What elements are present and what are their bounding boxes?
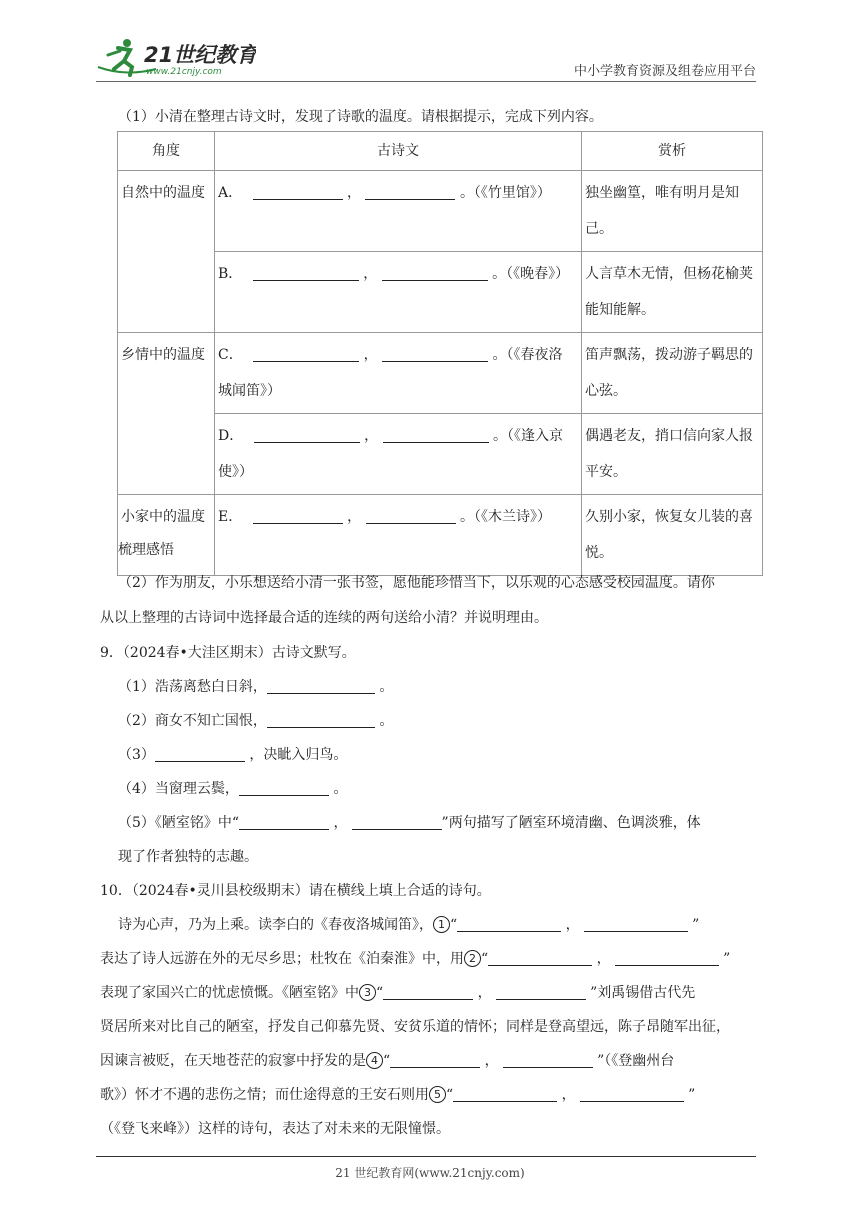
- comment-cell: 久别小家，恢复女儿装的喜悦。: [582, 495, 763, 576]
- header-divider: [96, 81, 756, 82]
- angle-cell: 乡情中的温度: [118, 333, 215, 495]
- logo-url: www.21cnjy.com: [146, 67, 222, 77]
- q10-line1: 诗为心声，乃为上乘。读李白的《春夜洛城闻笛》， 1 “ ， ”: [118, 917, 700, 933]
- answer-blank[interactable]: [383, 428, 489, 443]
- source-text: 。（《竹里馆》）: [459, 185, 551, 201]
- answer-blank[interactable]: [267, 679, 375, 694]
- q10-line3: 表现了家国兴亡的忧虑愤慨。《陋室铭》中 3 “ ， ”刘禹锡借古代先: [100, 985, 696, 1001]
- answer-blank[interactable]: [352, 815, 442, 830]
- angle-cell: 小家中的温度: [118, 495, 215, 576]
- header-comment: 赏析: [582, 132, 763, 171]
- q9-item-end: 。: [379, 679, 394, 695]
- q10-text: 歌》）怀才不遇的悲伤之情；而仕途得意的王安石则用: [100, 1087, 429, 1103]
- poem-table: [117, 131, 763, 576]
- answer-blank[interactable]: [155, 747, 245, 762]
- q8-part2-line2: 从以上整理的古诗词中选择最合适的连续的两句送给小清？并说明理由。: [100, 610, 548, 626]
- q10-text: 表达了诗人远游在外的无尽乡思；杜牧在《泊秦淮》中，用: [100, 951, 464, 967]
- q10-line2: 表达了诗人远游在外的无尽乡思；杜牧在《泊秦淮》中，用 2 “ ， ”: [100, 951, 731, 967]
- comment-cell: 偶遇老友，捎口信向家人报平安。: [582, 414, 763, 495]
- q10-text: （《登幽州台: [604, 1053, 675, 1069]
- q9-item: [118, 710, 393, 730]
- row-label: C．: [218, 347, 243, 363]
- q9-title: 9．（2024春•大洼区期末）古诗文默写。: [100, 645, 356, 661]
- row-label: E．: [218, 509, 243, 525]
- answer-blank[interactable]: [457, 917, 561, 932]
- answer-blank[interactable]: [382, 266, 488, 281]
- table-header-row: [118, 132, 763, 171]
- answer-blank[interactable]: [503, 1053, 593, 1068]
- answer-blank[interactable]: [239, 781, 329, 796]
- page-footer: 21 世纪教育网(www.21cnjy.com): [335, 1166, 525, 1180]
- q10-text: 因谏言被贬，在天地苍茫的寂寥中抒发的是: [100, 1053, 366, 1069]
- answer-blank[interactable]: [253, 266, 359, 281]
- header-poem: 古诗文: [215, 132, 582, 171]
- q9-item: [118, 744, 347, 764]
- footer-divider: [96, 1156, 756, 1157]
- answer-blank[interactable]: [253, 347, 359, 362]
- q10-text: 表现了家国兴亡的忧虑愤慨。《陋室铭》中: [100, 985, 359, 1001]
- q9-item5-line1: （5）《陋室铭》中“ ， ”两句描写了陋室环境清幽、色调淡雅，体: [118, 815, 701, 831]
- table-row: [118, 171, 763, 252]
- q10-line7: （《登飞来峰》）这样的诗句，表达了对未来的无限憧憬。: [100, 1121, 450, 1137]
- q9-item5-line2: 现了作者独特的志趣。: [118, 849, 258, 865]
- logo-text: 21世纪教育: [144, 43, 256, 67]
- q8-part2-line1: （2）作为朋友，小乐想送给小清一张书签，愿他能珍惜当下，以乐观的心态感受校园温度。请你: [118, 575, 715, 591]
- table-row: [118, 252, 763, 333]
- poem-cell: A． ， 。（《竹里馆》）: [215, 171, 582, 252]
- q8-intro: （1）小清在整理古诗文时，发现了诗歌的温度。请根据提示，完成下列内容。: [118, 109, 603, 125]
- answer-blank[interactable]: [366, 509, 456, 524]
- q9-item-end: ，决眦入归鸟。: [249, 747, 348, 763]
- q9-item-end: 。: [333, 781, 348, 797]
- circled-number: 1: [433, 916, 450, 933]
- source-text: 。（《木兰诗》）: [460, 509, 552, 525]
- poem-cell: B． ， 。（《晚春》）: [215, 252, 582, 333]
- source-text: 。（《逢入京: [493, 428, 564, 444]
- comment-cell: 人言草木无情，但杨花榆荚能知能解。: [582, 252, 763, 333]
- q9-item-text: （5）《陋室铭》中“: [118, 815, 240, 831]
- circled-number: 2: [464, 950, 481, 967]
- reflect-title: 梳理感悟: [118, 542, 174, 558]
- q10-line6: 歌》）怀才不遇的悲伤之情；而仕途得意的王安石则用 5 “ ， ”: [100, 1087, 696, 1103]
- row-label: A．: [218, 185, 243, 201]
- answer-blank[interactable]: [239, 815, 329, 830]
- header-angle: 角度: [118, 132, 215, 171]
- answer-blank[interactable]: [254, 428, 360, 443]
- q9-item-end: 。: [379, 713, 394, 729]
- answer-blank[interactable]: [382, 347, 488, 362]
- answer-blank[interactable]: [383, 985, 473, 1000]
- answer-blank[interactable]: [253, 509, 343, 524]
- q9-item-text: （1）浩荡离愁白日斜，: [118, 679, 267, 695]
- site-tagline: 中小学教育资源及组卷应用平台: [573, 64, 756, 79]
- answer-blank[interactable]: [580, 1087, 684, 1102]
- q9-item-text: （2）商女不知亡国恨，: [118, 713, 267, 729]
- poem-cell: D． ， 。（《逢入京 使》）: [215, 414, 582, 495]
- q10-line5: 因谏言被贬，在天地苍茫的寂寥中抒发的是 4 “ ， ”（《登幽州台: [100, 1053, 675, 1069]
- comment-cell: 独坐幽篁，唯有明月是知己。: [582, 171, 763, 252]
- row-label: D．: [218, 428, 244, 444]
- answer-blank[interactable]: [488, 951, 592, 966]
- source-text: 。（《春夜洛: [492, 347, 563, 363]
- comment-cell: 笛声飘荡，拨动游子羁思的心弦。: [582, 333, 763, 414]
- poem-cell: C． ， 。（《春夜洛 城闻笛》）: [215, 333, 582, 414]
- q9-item-text: （3）: [118, 747, 155, 763]
- answer-blank[interactable]: [453, 1087, 557, 1102]
- q9-item: [118, 676, 393, 696]
- source-text-wrap: 使》）: [218, 464, 253, 480]
- answer-blank[interactable]: [615, 951, 719, 966]
- poem-cell: E． ， 。（《木兰诗》）: [215, 495, 582, 576]
- q9-item-text: （4）当窗理云鬓，: [118, 781, 239, 797]
- source-text-wrap: 城闻笛》）: [218, 383, 281, 399]
- q9-item: [118, 778, 347, 798]
- circled-number: 4: [366, 1052, 383, 1069]
- table-row: [118, 333, 763, 414]
- q9-item-end: ”两句描写了陋室环境清幽、色调淡雅，体: [441, 815, 701, 831]
- source-text: 。（《晚春》）: [492, 266, 570, 282]
- circled-number: 3: [359, 984, 376, 1001]
- q10-title: 10．（2024春•灵川县校级期末）请在横线上填上合适的诗句。: [100, 883, 491, 899]
- answer-blank[interactable]: [253, 185, 343, 200]
- answer-blank[interactable]: [390, 1053, 480, 1068]
- answer-blank[interactable]: [584, 917, 688, 932]
- q10-text: 刘禹锡借古代先: [597, 985, 696, 1001]
- site-logo: [96, 37, 256, 79]
- row-label: B．: [218, 266, 243, 282]
- angle-cell: 自然中的温度: [118, 171, 215, 333]
- circled-number: 5: [429, 1086, 446, 1103]
- q10-line4: 贤居所来对比自己的陋室，抒发自己仰慕先贤、安贫乐道的情怀；同样是登高望远，陈子昂随军出征，: [100, 1019, 730, 1035]
- answer-blank[interactable]: [267, 713, 375, 728]
- answer-blank[interactable]: [496, 985, 586, 1000]
- answer-blank[interactable]: [365, 185, 455, 200]
- table-row: [118, 414, 763, 495]
- table-row: [118, 495, 763, 576]
- q10-text: 诗为心声，乃为上乘。读李白的《春夜洛城闻笛》，: [118, 917, 433, 933]
